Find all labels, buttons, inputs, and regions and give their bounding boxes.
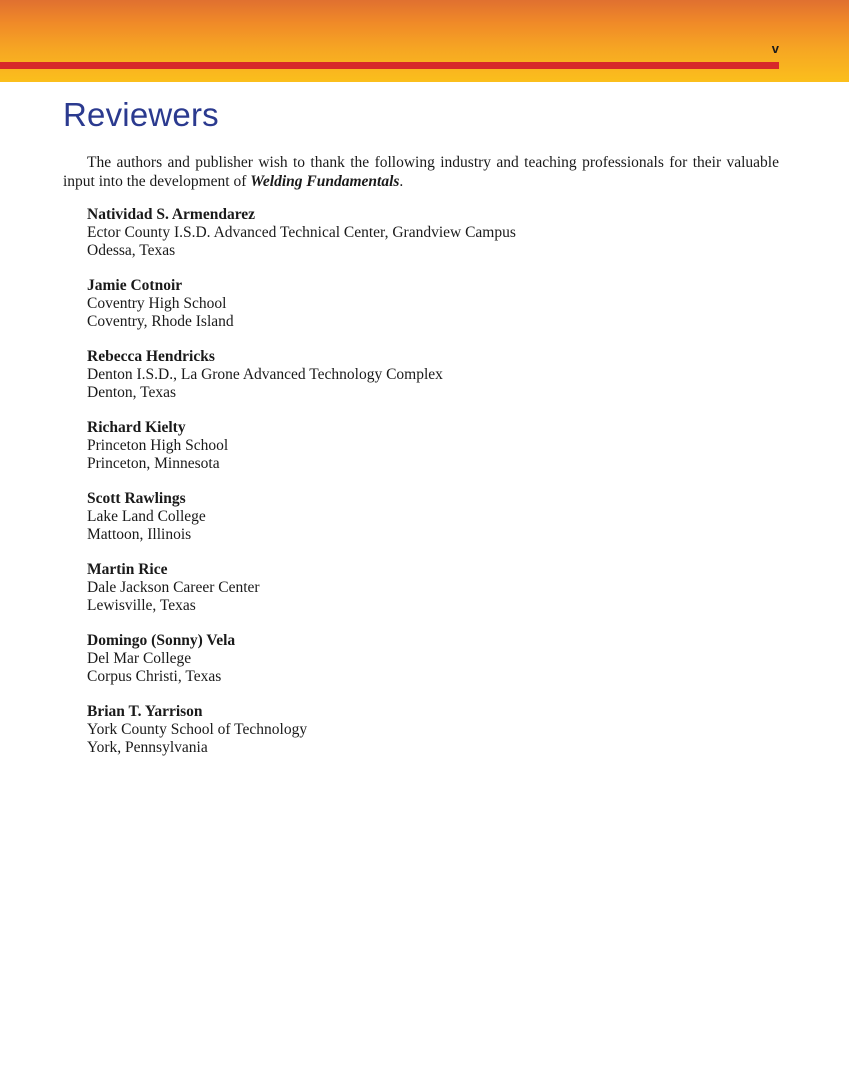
reviewer-name: Natividad S. Armendarez	[87, 206, 256, 223]
reviewer-organization: York County School of Technology	[87, 721, 308, 738]
reviewer-name: Richard Kielty	[87, 419, 186, 436]
reviewer-organization: Princeton High School	[87, 437, 229, 454]
page-number: v	[771, 41, 779, 56]
intro-text: The authors and publisher wish to thank the following industry and teaching professionals for their valuable input into the development of	[63, 154, 779, 190]
reviewer-location: York, Pennsylvania	[87, 739, 208, 756]
reviewer-entry	[87, 632, 777, 686]
reviewer-location: Coventry, Rhode Island	[87, 313, 234, 330]
reviewer-name: Jamie Cotnoir	[87, 277, 183, 294]
book-title: Welding Fundamentals	[250, 173, 400, 190]
reviewer-name: Brian T. Yarrison	[87, 703, 203, 720]
reviewer-location: Corpus Christi, Texas	[87, 668, 222, 685]
reviewer-name: Scott Rawlings	[87, 490, 186, 507]
reviewer-organization: Denton I.S.D., La Grone Advanced Technology Complex	[87, 366, 443, 383]
reviewer-entry	[87, 206, 777, 260]
reviewer-location: Mattoon, Illinois	[87, 526, 192, 543]
intro-paragraph	[63, 153, 779, 191]
reviewer-name: Rebecca Hendricks	[87, 348, 215, 365]
reviewer-entry	[87, 490, 777, 544]
reviewer-location: Denton, Texas	[87, 384, 177, 401]
reviewer-organization: Coventry High School	[87, 295, 227, 312]
reviewer-name: Martin Rice	[87, 561, 168, 578]
reviewer-organization: Dale Jackson Career Center	[87, 579, 260, 596]
reviewer-location: Odessa, Texas	[87, 242, 176, 259]
reviewer-location: Princeton, Minnesota	[87, 455, 220, 472]
reviewer-list	[87, 206, 777, 774]
reviewer-entry	[87, 419, 777, 473]
page-title: Reviewers	[63, 96, 219, 133]
header-band	[0, 0, 849, 82]
reviewer-name: Domingo (Sonny) Vela	[87, 632, 236, 649]
intro-text-end: .	[399, 173, 404, 190]
reviewer-entry	[87, 561, 777, 615]
header-rule	[0, 62, 779, 69]
reviewer-organization: Ector County I.S.D. Advanced Technical Center, Grandview Campus	[87, 224, 516, 241]
reviewer-entry	[87, 348, 777, 402]
reviewer-location: Lewisville, Texas	[87, 597, 196, 614]
reviewer-organization: Del Mar College	[87, 650, 192, 667]
reviewer-entry	[87, 277, 777, 331]
reviewer-entry	[87, 703, 777, 757]
reviewer-organization: Lake Land College	[87, 508, 206, 525]
